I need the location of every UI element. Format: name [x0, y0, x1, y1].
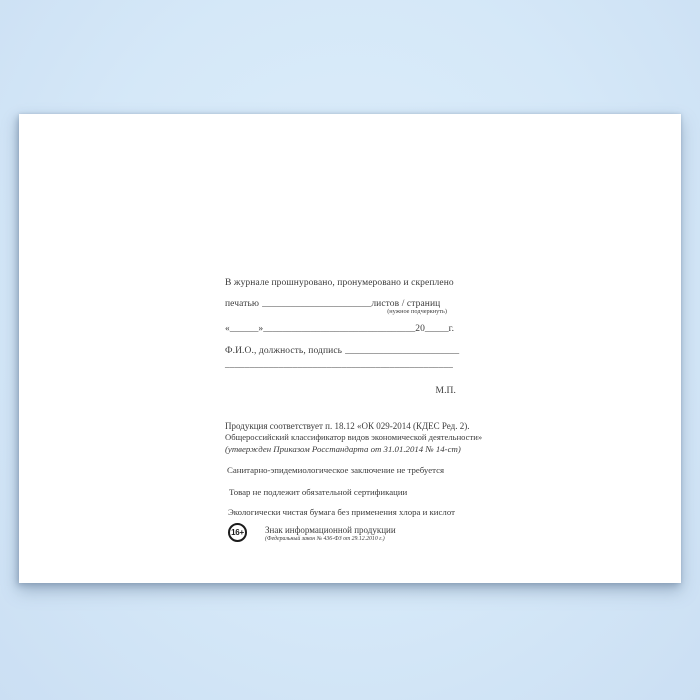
stamp-place-label: М.П.: [435, 386, 456, 396]
year-prefix-label: 20: [415, 324, 425, 334]
compliance-line-1: Продукция соответствует п. 18.12 «ОК 029-2014 (КДЕС Ред. 2).: [225, 421, 470, 431]
underline-instruction-note: (нужное подчеркнуть): [387, 308, 447, 315]
year-blank: _____: [424, 324, 449, 334]
info-sign-law-reference: (Федеральный закон № 436-ФЗ от 29.12.2010 г.): [265, 535, 385, 542]
month-blank: ________________________________: [263, 324, 416, 334]
signature-blank: ________________________: [345, 346, 460, 356]
sheets-pages-label: листов / страниц: [371, 299, 441, 309]
signature-row: [225, 346, 459, 357]
fio-position-signature-label: Ф.И.О., должность, подпись: [225, 346, 343, 356]
seal-statement: В журнале прошнуровано, пронумеровано и скреплено: [225, 278, 454, 288]
certification-block: [225, 114, 483, 583]
eco-paper-note: Экологически чистая бумага без применения хлора и кислот: [228, 507, 455, 517]
certification-note: Товар не подлежит обязательной сертификации: [229, 487, 408, 497]
compliance-line-3: (утвержден Приказом Росстандарта от 31.01.2014 № 14-ст): [225, 444, 461, 454]
day-blank: ______: [229, 324, 259, 334]
information-product-sign: [228, 523, 396, 543]
sanitary-note: Санитарно-эпидемиологическое заключение не требуется: [227, 465, 445, 475]
close-quote: »: [258, 324, 264, 334]
year-suffix-label: г.: [448, 324, 455, 334]
date-row: [225, 324, 454, 335]
age-16-plus-icon: 16+: [228, 523, 247, 542]
journal-back-cover-page: [19, 114, 681, 583]
compliance-line-2: Общероссийский классификатор видов экономической деятельности»: [225, 431, 483, 442]
seal-prefix-label: печатью: [225, 299, 260, 309]
info-sign-text: [265, 526, 396, 543]
info-sign-label: Знак информационной продукции: [265, 525, 396, 535]
sheets-count-blank: _______________________: [262, 299, 372, 309]
open-quote: «: [225, 324, 230, 334]
signature-rule-line: _______________________________________________: [225, 360, 453, 370]
